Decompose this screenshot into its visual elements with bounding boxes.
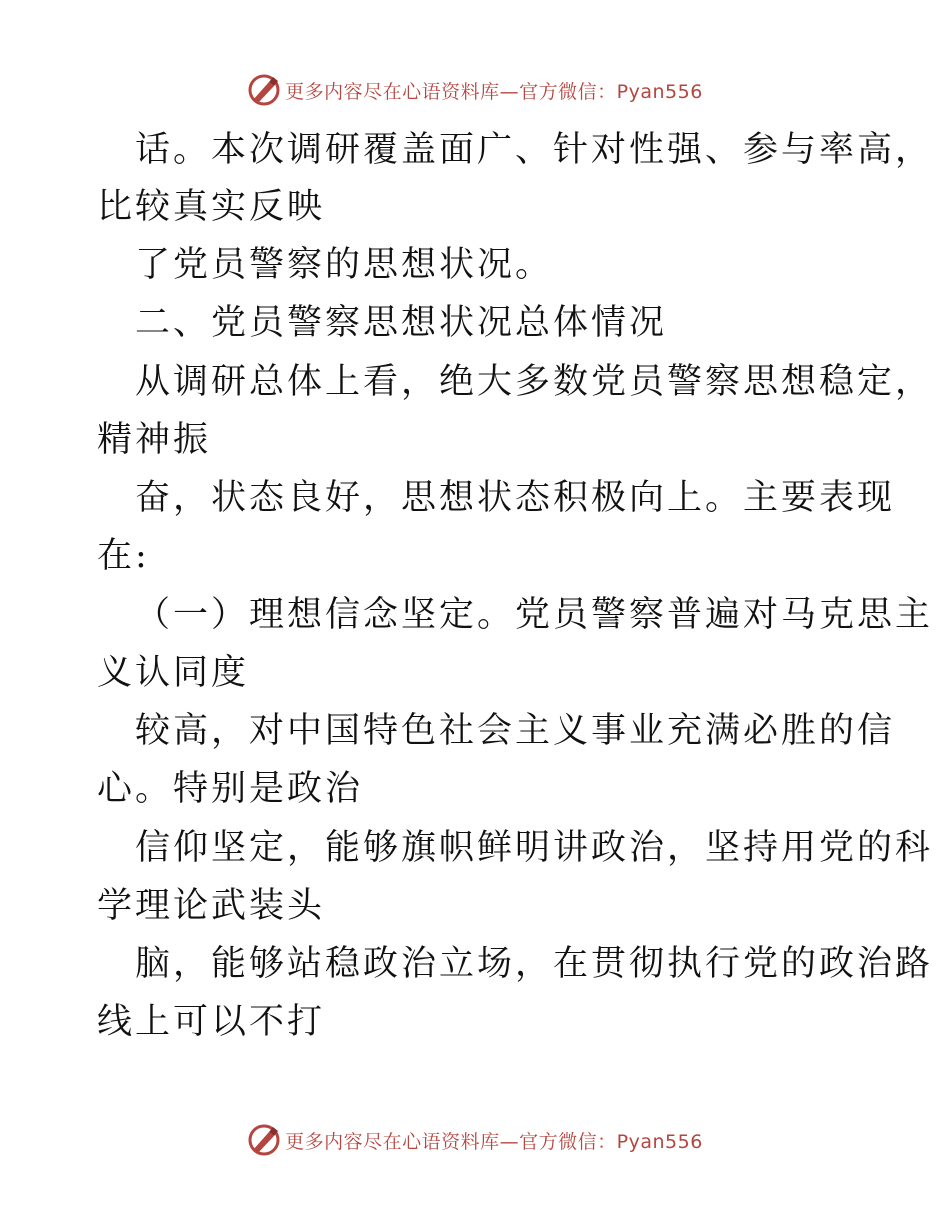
body-line: 奋，状态良好，思想状态积极向上。主要表现 [135,478,896,518]
body-line: 了党员警察的思想状况。 [135,245,554,285]
section-heading: 二、党员警察思想状况总体情况 [135,303,668,343]
body-line: 信仰坚定，能够旗帜鲜明讲政治，坚持用党的科 [135,828,934,868]
body-line: 较高，对中国特色社会主义事业充满必胜的信 [135,711,896,751]
footer-banner-text: 更多内容尽在心语资料库—官方微信：Pyan556 [285,1130,703,1153]
body-line: 比较真实反映 [97,187,326,227]
footer-banner [0,1120,950,1160]
body-line: 义认同度 [97,653,250,693]
body-line: 从调研总体上看，绝大多数党员警察思想稳定， [135,362,934,402]
body-line: 脑，能够站稳政治立场，在贯彻执行党的政治路 [135,944,934,984]
body-line: 话。本次调研覆盖面广、针对性强、参与率高， [135,130,934,170]
pen-logo-icon [247,1123,281,1157]
subsection-heading: （一）理想信念坚定。党员警察普遍对马克思主 [135,595,934,635]
body-line: 在: [97,536,150,576]
body-line: 学理论武装头 [97,886,326,926]
body-line: 线上可以不打 [97,1002,326,1042]
body-line: 心。特别是政治 [97,769,364,809]
header-banner-text: 更多内容尽在心语资料库—官方微信：Pyan556 [285,80,703,103]
body-line: 精神振 [97,420,212,460]
